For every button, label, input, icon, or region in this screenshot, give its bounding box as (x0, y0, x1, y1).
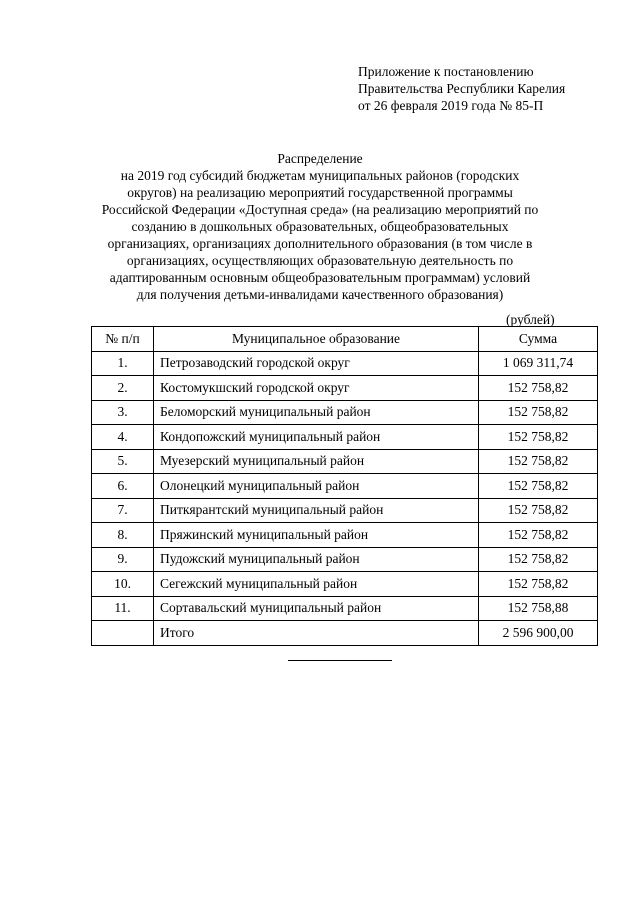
title-line: организациях, организациях дополнительного образования (в том числе в (107, 236, 533, 251)
row-number: 3. (92, 400, 154, 425)
row-number: 7. (92, 498, 154, 523)
row-sum: 152 758,82 (479, 523, 598, 548)
row-number: 9. (92, 547, 154, 572)
table-row (92, 449, 598, 474)
row-number (92, 621, 154, 646)
row-municipality: Пряжинский муниципальный район (154, 523, 479, 548)
row-number: 2. (92, 376, 154, 401)
table-row (92, 572, 598, 597)
closing-divider (288, 660, 392, 661)
table-total-row (92, 621, 598, 646)
table-row (92, 425, 598, 450)
row-number: 8. (92, 523, 154, 548)
row-number: 1. (92, 351, 154, 376)
title-line: для получения детьми-инвалидами качественного образования) (136, 287, 504, 302)
row-municipality: Олонецкий муниципальный район (154, 474, 479, 499)
appendix-line: Приложение к постановлению (358, 64, 534, 79)
row-municipality: Петрозаводский городской округ (154, 351, 479, 376)
column-header-number: № п/п (92, 327, 154, 352)
distribution-table (91, 326, 598, 646)
title-line: адаптированным основным общеобразовательным программам) условий (109, 270, 531, 285)
row-number: 5. (92, 449, 154, 474)
title-line: округов) на реализацию мероприятий государственной программы (127, 185, 513, 200)
title-line: Российской Федерации «Доступная среда» (на реализацию мероприятий по (101, 202, 539, 217)
row-sum: 152 758,82 (479, 547, 598, 572)
table-row (92, 523, 598, 548)
row-municipality: Сортавальский муниципальный район (154, 596, 479, 621)
title-line: на 2019 год субсидий бюджетам муниципальных районов (городских (120, 168, 520, 183)
document-title (60, 150, 580, 303)
table-row (92, 596, 598, 621)
title-line: Распределение (277, 151, 363, 166)
row-sum: 1 069 311,74 (479, 351, 598, 376)
title-line: организациях, осуществляющих образовательную деятельность по (126, 253, 514, 268)
column-header-sum: Сумма (479, 327, 598, 352)
row-sum: 2 596 900,00 (479, 621, 598, 646)
appendix-line: от 26 февраля 2019 года № 85-П (358, 98, 544, 113)
table-row (92, 547, 598, 572)
row-municipality: Костомукшский городской округ (154, 376, 479, 401)
row-number: 4. (92, 425, 154, 450)
appendix-header (358, 63, 618, 114)
row-sum: 152 758,82 (479, 400, 598, 425)
table-row (92, 498, 598, 523)
table-row (92, 474, 598, 499)
title-line: созданию в дошкольных образовательных, общеобразовательных (131, 219, 509, 234)
row-municipality: Итого (154, 621, 479, 646)
row-sum: 152 758,82 (479, 449, 598, 474)
row-sum: 152 758,82 (479, 498, 598, 523)
row-number: 11. (92, 596, 154, 621)
table-header-row (92, 327, 598, 352)
appendix-line: Правительства Республики Карелия (358, 81, 566, 96)
row-sum: 152 758,88 (479, 596, 598, 621)
row-number: 10. (92, 572, 154, 597)
row-number: 6. (92, 474, 154, 499)
row-municipality: Питкярантский муниципальный район (154, 498, 479, 523)
row-sum: 152 758,82 (479, 474, 598, 499)
table-row (92, 400, 598, 425)
row-sum: 152 758,82 (479, 572, 598, 597)
column-header-municipality: Муниципальное образование (154, 327, 479, 352)
row-municipality: Сегежский муниципальный район (154, 572, 479, 597)
row-sum: 152 758,82 (479, 425, 598, 450)
units-label: (рублей) (506, 312, 555, 327)
row-municipality: Пудожский муниципальный район (154, 547, 479, 572)
row-municipality: Беломорский муниципальный район (154, 400, 479, 425)
table-row (92, 376, 598, 401)
row-municipality: Кондопожский муниципальный район (154, 425, 479, 450)
row-sum: 152 758,82 (479, 376, 598, 401)
table-row (92, 351, 598, 376)
row-municipality: Муезерский муниципальный район (154, 449, 479, 474)
